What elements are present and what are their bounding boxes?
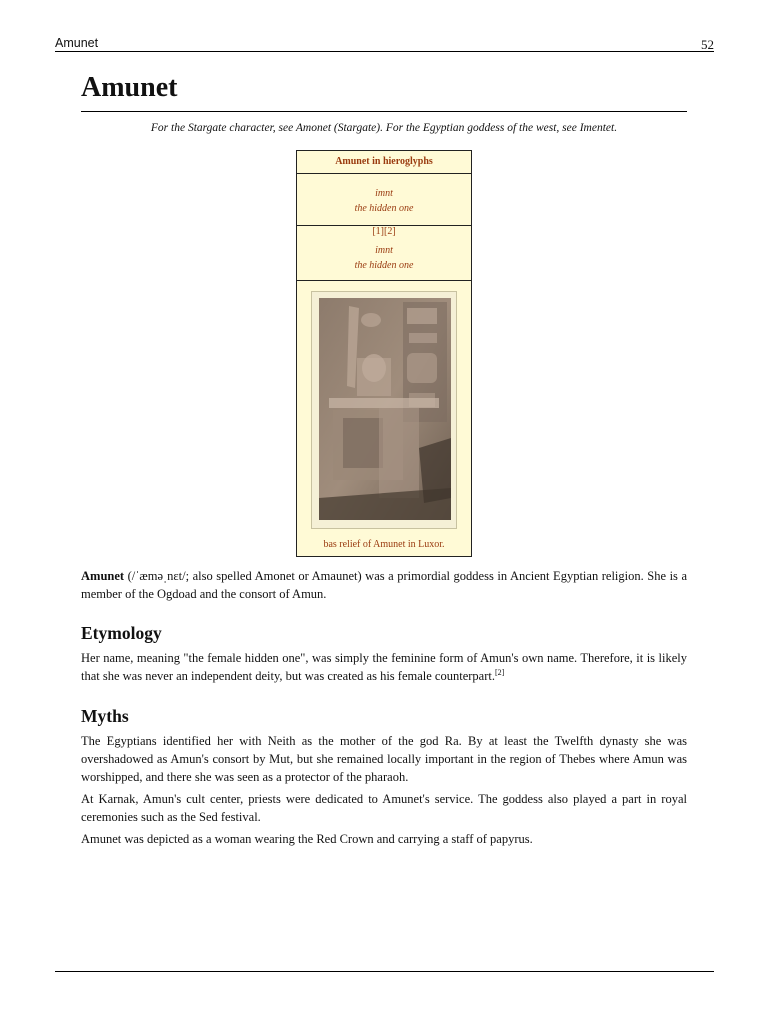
page-number: 52 xyxy=(701,37,714,52)
image-caption: bas relief of Amunet in Luxor. xyxy=(323,539,445,550)
intro-bold-term: Amunet xyxy=(81,569,125,583)
etymology-ref[interactable]: [2] xyxy=(494,667,505,677)
infobox-image-row xyxy=(297,281,471,556)
infobox-hieroglyph-row-2 xyxy=(297,226,471,281)
bas-relief-image[interactable] xyxy=(319,298,451,520)
infobox-header: Amunet in hieroglyphs xyxy=(297,151,471,174)
image-frame xyxy=(311,291,457,529)
hatnote: For the Stargate character, see Amonet (Stargate). For the Egyptian goddess of the west, see Imentet. xyxy=(150,122,618,134)
myths-paragraph-3: Amunet was depicted as a woman wearing the Red Crown and carrying a staff of papyrus. xyxy=(81,832,533,846)
footer-rule xyxy=(55,971,714,972)
etymology-heading: Etymology xyxy=(81,623,162,643)
meaning-1: the hidden one xyxy=(354,203,414,214)
translit-1: imnt xyxy=(375,188,393,199)
intro-paragraph xyxy=(81,567,687,603)
intro-text: (/ˈæməˌnɛt/; also spelled Amonet or Amaunet) was a primordial goddess in Ancient Egyptian religion. She is a member of the Ogdoad and the consort of Amun. xyxy=(81,569,687,601)
infobox-hieroglyph-row-1 xyxy=(297,174,471,226)
myths-paragraph-2: At Karnak, Amun's cult center, priests were dedicated to Amunet's service. The goddess also played a part in royal ceremonies such as the Sed festival. xyxy=(81,792,687,824)
infobox-refs[interactable]: [1][2] xyxy=(372,226,396,237)
etymology-text: Her name, meaning "the female hidden one", was simply the feminine form of Amun's own name. Therefore, it is likely that she was never an independent deity, but was created as his female counterpart. xyxy=(81,651,687,683)
meaning-2: the hidden one xyxy=(354,260,414,271)
running-head-title: Amunet xyxy=(55,36,99,50)
myths-heading: Myths xyxy=(81,706,129,726)
myths-paragraph-1: The Egyptians identified her with Neith as the mother of the god Ra. By at least the Twelfth dynasty she was overshadowed as Amun's consort by Mut, but she remained locally important in the region of Thebes where Amun was worshipped, and there she was seen as a protector of the pharaoh. xyxy=(81,734,687,784)
etymology-paragraph xyxy=(81,649,687,685)
infobox xyxy=(296,150,472,557)
page-title: Amunet xyxy=(81,70,687,112)
translit-2: imnt xyxy=(375,245,393,256)
running-header xyxy=(55,34,714,52)
